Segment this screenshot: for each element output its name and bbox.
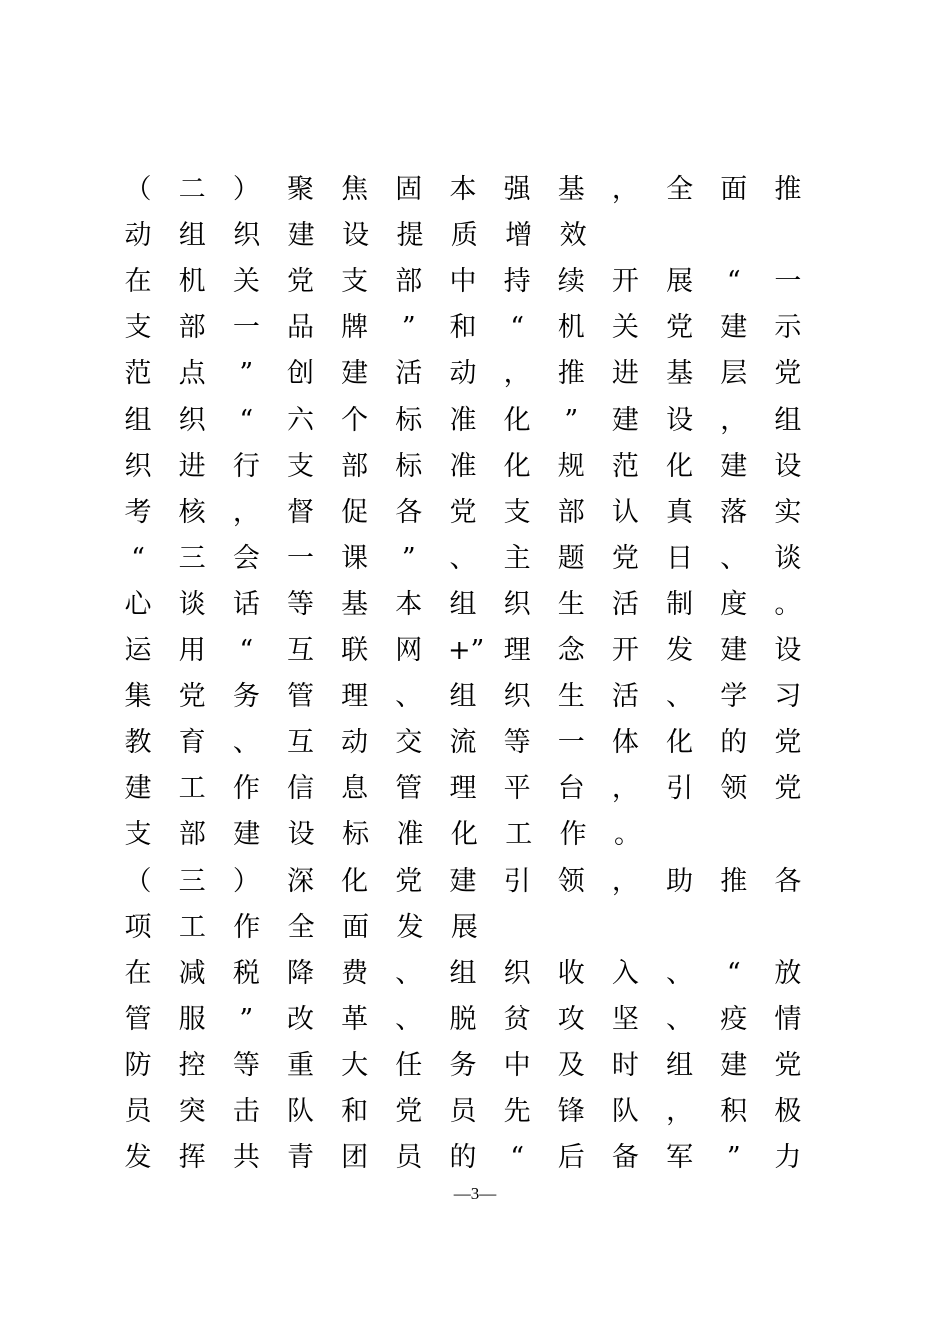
text-line: 织 进 行 支 部 标 准 化 规 范 化 建 设 — [124, 450, 802, 482]
text-line: 在 减 税 降 费 、 组 织 收 入 、 “ 放 — [124, 957, 802, 989]
text-line: 组 织 “ 六 个 标 准 化 ” 建 设 ， 组 — [124, 404, 802, 436]
text-line: 范 点 ” 创 建 活 动 ， 推 进 基 层 党 — [124, 358, 802, 390]
text-line: “ 三 会 一 课 ” 、 主 题 党 日 、 谈 — [131, 542, 802, 574]
text-line: 支 部 建 设 标 准 化 工 作 。 — [124, 819, 642, 851]
text-line: 集 党 务 管 理 、 组 织 生 活 、 学 习 — [124, 681, 802, 713]
text-line: 运 用 “ 互 联 网 +” 理 念 开 发 建 设 — [124, 635, 802, 666]
text-line: 在 机 关 党 支 部 中 持 续 开 展 “ 一 — [124, 266, 802, 298]
text-line: （ 三 ） 深 化 党 建 引 领 ， 助 推 各 — [124, 865, 802, 897]
text-line: 教 育 、 互 动 交 流 等 一 体 化 的 党 — [124, 727, 802, 759]
text-line: 发 挥 共 青 团 员 的 “ 后 备 军 ” 力 — [124, 1142, 802, 1174]
text-line: 管 服 ” 改 革 、 脱 贫 攻 坚 、 疫 情 — [124, 1003, 802, 1035]
text-line: 支 部 一 品 牌 ” 和 “ 机 关 党 建 示 — [124, 312, 802, 344]
text-line: 项 工 作 全 面 发 展 — [124, 911, 478, 943]
text-line: 建 工 作 信 息 管 理 平 台 ， 引 领 党 — [124, 773, 802, 805]
text-line: 心 谈 话 等 基 本 组 织 生 活 制 度 。 — [124, 588, 802, 620]
text-line: （ 二 ） 聚 焦 固 本 强 基 ， 全 面 推 — [124, 174, 802, 205]
text-line: 考 核 ， 督 促 各 党 支 部 认 真 落 实 — [124, 496, 802, 528]
page-number: —3— — [453, 1184, 497, 1203]
text-line: 防 控 等 重 大 任 务 中 及 时 组 建 党 — [124, 1049, 802, 1081]
text-line: 动 组 织 建 设 提 质 增 效 — [124, 220, 587, 252]
text-line: 员 突 击 队 和 党 员 先 锋 队 ， 积 极 — [124, 1096, 802, 1127]
